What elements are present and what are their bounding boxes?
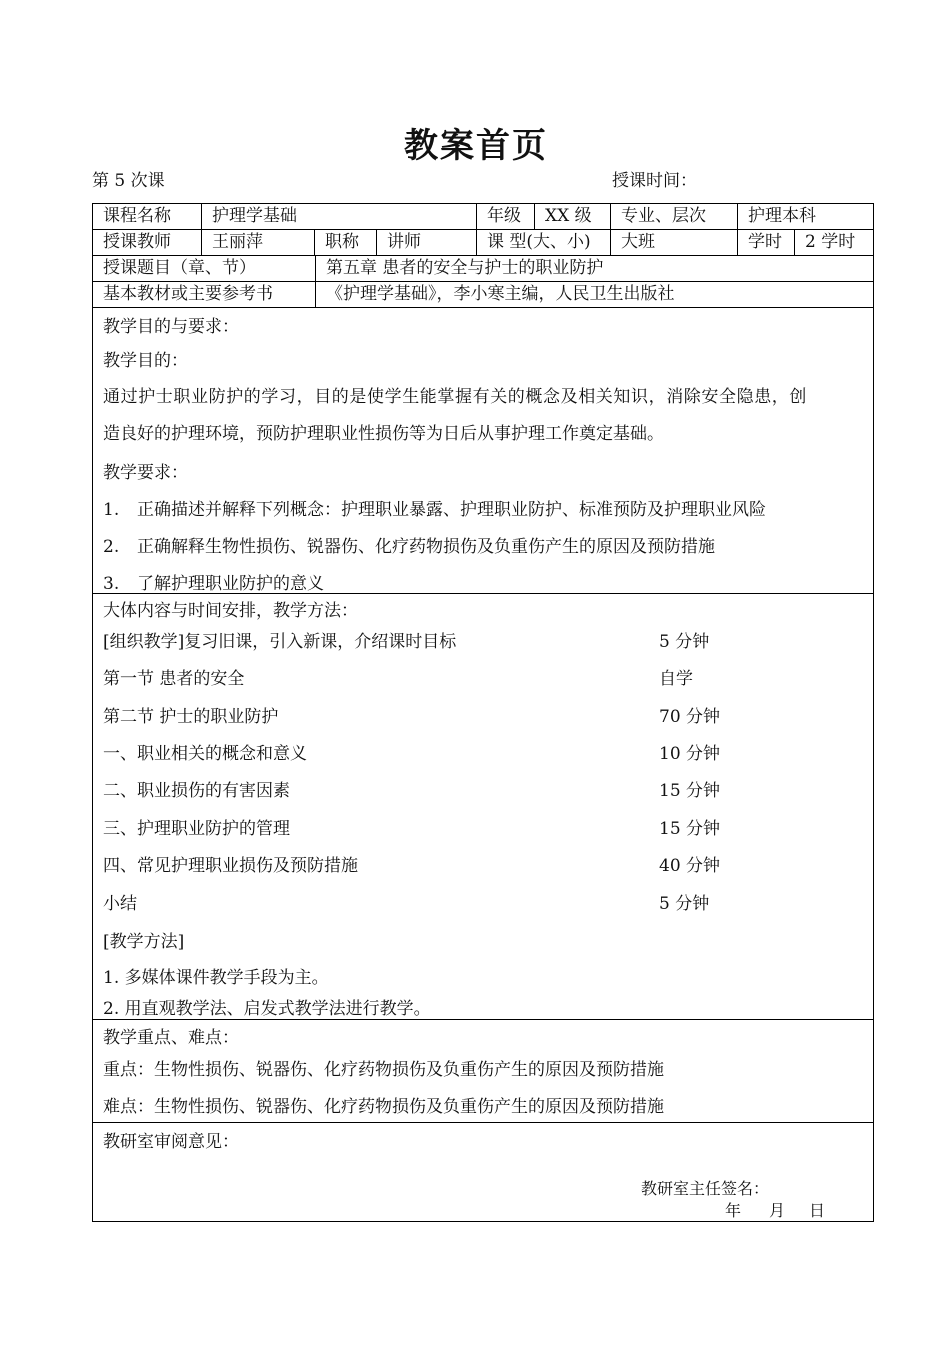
table-row-topic (93, 256, 873, 282)
table-row-course (93, 204, 873, 230)
schedule-section (93, 594, 873, 1020)
schedule-item-time: 40 分钟 (659, 856, 721, 876)
schedule-item-label: 第一节 患者的安全 (103, 669, 245, 689)
table-row-textbook (93, 282, 873, 308)
schedule-item-label: 三、护理职业防护的管理 (103, 819, 290, 839)
table-row-teacher (93, 230, 873, 256)
requirement-text: 正确描述并解释下列概念：护理职业暴露、护理职业防护、标准预防及护理职业风险 (137, 500, 766, 520)
topic-value: 第五章 患者的安全与护士的职业防护 (315, 256, 873, 281)
requirement-text: 正确解释生物性损伤、锐器伤、化疗药物损伤及负重伤产生的原因及预防措施 (137, 537, 715, 557)
method-item: 2. 用直观教学法、启发式教学法进行教学。 (103, 999, 431, 1019)
course-label: 课程名称 (103, 206, 171, 226)
schedule-item-label: 四、常见护理职业损伤及预防措施 (103, 856, 358, 876)
schedule-item-time: 5 分钟 (659, 632, 710, 652)
lesson-plan-table (92, 203, 874, 1222)
difficult-point-text: 难点：生物性损伤、锐器伤、化疗药物损伤及负重伤产生的原因及预防措施 (103, 1097, 664, 1117)
requirement-number: 1. (103, 500, 120, 520)
director-signature-label: 教研室主任签名： (641, 1179, 770, 1198)
schedule-item-time: 70 分钟 (659, 707, 721, 727)
schedule-item-time: 自学 (659, 669, 693, 689)
schedule-item-label: 小结 (103, 894, 137, 914)
requirement-text: 了解护理职业防护的意义 (137, 574, 324, 594)
requirement-number: 2. (103, 537, 120, 557)
requirement-item (103, 495, 766, 520)
date-month: 月 (769, 1201, 786, 1220)
major-value: 护理本科 (737, 204, 873, 229)
keypoints-section (93, 1020, 873, 1123)
method-label: [教学方法] (103, 932, 185, 952)
requirement-item (103, 532, 715, 557)
lesson-number: 第 5 次课 (92, 171, 165, 191)
grade-label: 年级 (476, 204, 534, 229)
teacher-label: 授课教师 (103, 232, 171, 252)
keypoints-heading: 教学重点、难点： (103, 1028, 239, 1048)
review-section (93, 1123, 873, 1222)
class-type-label: 课 型(大、小) (476, 230, 610, 255)
objectives-section (93, 308, 873, 594)
method-item: 1. 多媒体课件教学手段为主。 (103, 968, 329, 988)
schedule-item-time: 15 分钟 (659, 819, 721, 839)
grade-value: XX 级 (534, 204, 610, 229)
hours-value: 2 学时 (794, 230, 873, 255)
schedule-item-label: [组织教学]复习旧课，引入新课，介绍课时目标 (103, 632, 457, 652)
textbook-value: 《护理学基础》，李小寒主编，人民卫生出版社 (315, 282, 873, 307)
course-value: 护理学基础 (201, 204, 477, 229)
major-label: 专业、层次 (610, 204, 737, 229)
schedule-item-time: 10 分钟 (659, 744, 721, 764)
class-type-value: 大班 (610, 230, 737, 255)
review-heading: 教研室审阅意见： (103, 1132, 239, 1152)
purpose-text-line1: 通过护士职业防护的学习，目的是使学生能掌握有关的概念及相关知识，消除安全隐患，创 (103, 387, 807, 407)
key-point-text: 重点：生物性损伤、锐器伤、化疗药物损伤及负重伤产生的原因及预防措施 (103, 1060, 664, 1080)
requirements-label: 教学要求： (103, 463, 188, 483)
page-title: 教案首页 (404, 126, 548, 166)
purpose-label: 教学目的： (103, 351, 188, 371)
schedule-heading: 大体内容与时间安排，教学方法： (103, 601, 358, 621)
date-day: 日 (809, 1201, 826, 1220)
topic-label: 授课题目（章、节） (103, 258, 256, 278)
requirement-number: 3. (103, 574, 120, 594)
textbook-label: 基本教材或主要参考书 (103, 284, 273, 304)
teaching-time-label: 授课时间： (612, 171, 697, 191)
job-title-label: 职称 (314, 230, 376, 255)
schedule-item-label: 第二节 护士的职业防护 (103, 707, 279, 727)
schedule-item-label: 二、职业损伤的有害因素 (103, 781, 290, 801)
hours-label: 学时 (737, 230, 794, 255)
date-year: 年 (725, 1201, 742, 1220)
job-title-value: 讲师 (376, 230, 476, 255)
requirement-item (103, 569, 324, 594)
teacher-value: 王丽萍 (201, 230, 314, 255)
schedule-item-label: 一、职业相关的概念和意义 (103, 744, 307, 764)
objectives-heading: 教学目的与要求： (103, 317, 239, 337)
schedule-item-time: 15 分钟 (659, 781, 721, 801)
schedule-item-time: 5 分钟 (659, 894, 710, 914)
purpose-text-line2: 造良好的护理环境，预防护理职业性损伤等为日后从事护理工作奠定基础。 (103, 424, 664, 444)
